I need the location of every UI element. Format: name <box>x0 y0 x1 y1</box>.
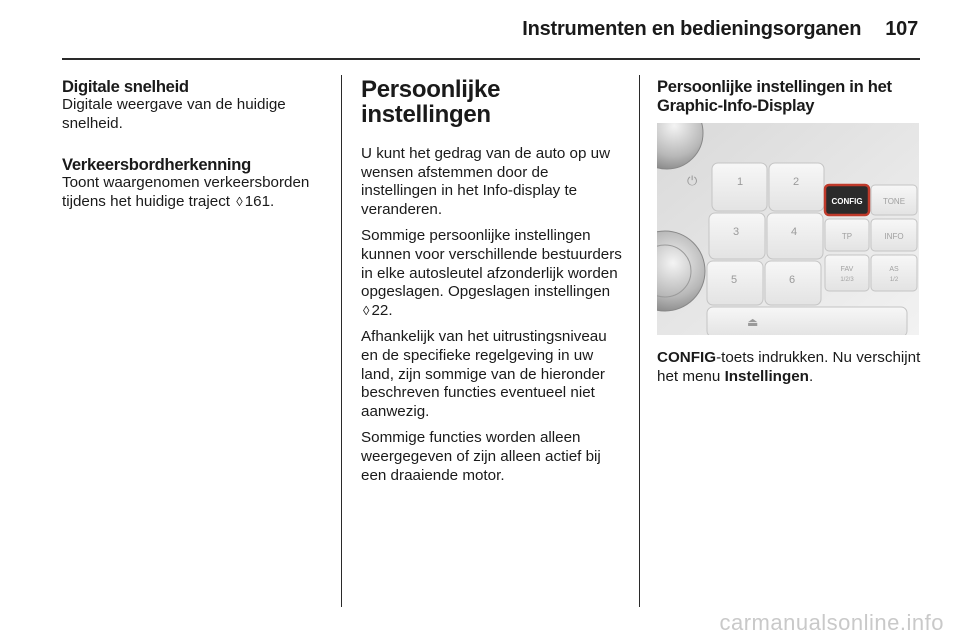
control-panel-figure <box>657 123 919 335</box>
header-title: Instrumenten en bedieningsorganen <box>522 18 862 40</box>
paragraph-3: Afhankelijk van het uitrustingsniveau en de specifieke regelgeving in uw land, zijn sommige van de hieronder beschreven functies eventueel niet aanwezig. <box>361 328 607 420</box>
svg-text:CONFIG: CONFIG <box>831 197 863 206</box>
svg-text:FAV: FAV <box>840 266 854 273</box>
page-ref-icon: ◊ <box>236 193 243 209</box>
page-ref-icon: ◊ <box>363 302 370 318</box>
svg-text:5: 5 <box>731 274 738 286</box>
svg-text:2: 2 <box>793 176 800 188</box>
page-ref-link[interactable]: 22. <box>371 301 393 319</box>
section-heading-gid-settings: Persoonlijke instellingen in het Graphic-Info-Display <box>657 77 892 115</box>
power-icon: ⏻ <box>687 174 698 189</box>
column-2 <box>361 77 627 493</box>
column-1 <box>62 77 334 219</box>
section-heading-digital-speed: Digitale snelheid <box>62 77 189 96</box>
paragraph-2: Sommige persoonlijke instellingen kunnen voor verschillende bestuurders in elke autosleutel afzonderlijk worden opgeslagen. Opgeslagen instellingen ◊ 22. <box>361 227 622 319</box>
svg-text:TONE: TONE <box>882 197 906 206</box>
column-divider-2 <box>639 75 640 607</box>
page-number: 107 <box>885 18 918 40</box>
config-instruction: CONFIG-toets indrukken. Nu verschijnt het menu Instellingen. <box>657 349 921 385</box>
section-text-traffic-sign: Toont waargenomen verkeersborden tijdens het huidige traject ◊ 161. <box>62 174 310 210</box>
section-text-digital-speed: Digitale weergave van de huidige snelheid. <box>62 96 286 132</box>
paragraph-4: Sommige functies worden alleen weergegeven of zijn alleen actief bij een draaiende motor. <box>361 429 601 484</box>
svg-text:4: 4 <box>791 226 798 238</box>
page-ref-link[interactable]: 161. <box>244 192 275 210</box>
svg-text:1/2: 1/2 <box>889 277 899 283</box>
svg-text:3: 3 <box>733 226 740 238</box>
svg-text:TP: TP <box>841 232 853 241</box>
header-rule <box>62 58 920 60</box>
svg-text:1/2/3: 1/2/3 <box>840 277 854 283</box>
svg-text:AS: AS <box>889 266 899 273</box>
column-3 <box>657 77 923 394</box>
eject-icon: ⏏ <box>747 315 759 329</box>
as-button <box>871 255 917 291</box>
svg-text:1: 1 <box>737 176 744 188</box>
eject-key <box>707 307 907 335</box>
svg-text:INFO: INFO <box>884 232 904 241</box>
section-heading-personal-settings: Persoonlijke instellingen <box>361 76 501 128</box>
page-header <box>0 18 918 41</box>
column-divider-1 <box>341 75 342 607</box>
fav-button <box>825 255 869 291</box>
paragraph-1: U kunt het gedrag van de auto op uw wensen afstemmen door de instellingen in het Info-display te veranderen. <box>361 145 611 218</box>
watermark: carmanualsonline.info <box>719 610 944 635</box>
section-heading-traffic-sign: Verkeersbordherkenning <box>62 155 251 175</box>
svg-text:6: 6 <box>789 274 796 286</box>
